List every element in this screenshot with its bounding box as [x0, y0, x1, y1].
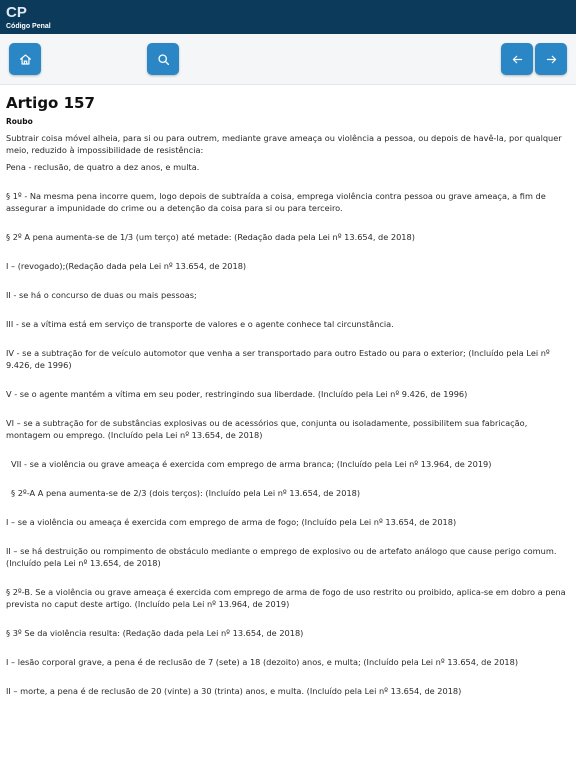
article-paragraph: VI – se a subtração for de substâncias explosivas ou de acessórios que, conjunta ou isoladamente, possibilitem sua fabricação, montagem ou emprego. (Incluído pela Lei nº 13.654, de 2018)	[6, 418, 528, 440]
previous-article-button[interactable]	[501, 43, 533, 75]
article-paragraph: § 1º - Na mesma pena incorre quem, logo depois de subtraída a coisa, emprega violência contra pessoa ou grave ameaça, a fim de assegurar a impunidade do crime ou a detenção da coisa para si ou para terceiro.	[6, 191, 546, 213]
article-paragraph: II - se há o concurso de duas ou mais pessoas;	[6, 290, 197, 300]
app-bar	[0, 0, 576, 34]
article-paragraph: IV - se a subtração for de veículo automotor que venha a ser transportado para outro Estado ou para o exterior; (Incluído pela Lei nº 9.426, de 1996)	[6, 348, 550, 370]
article-paragraph: Subtrair coisa móvel alheia, para si ou para outrem, mediante grave ameaça ou violência a pessoa, ou depois de havê-la, por qualquer meio, reduzido à impossibilidade de resistência:	[6, 133, 562, 155]
article-paragraph: V - se o agente mantém a vítima em seu poder, restringindo sua liberdade. (Incluído pela Lei nº 9.426, de 1996)	[6, 389, 468, 399]
next-article-button[interactable]	[535, 43, 567, 75]
article-title: Artigo 157	[6, 94, 95, 112]
article-paragraph: § 2º-B. Se a violência ou grave ameaça é exercida com emprego de arma de fogo de uso restrito ou proibido, aplica-se em dobro a pena prevista no caput deste artigo. (Incluído pela Lei nº 13.964, de 2019)	[6, 587, 566, 609]
search-icon	[157, 53, 170, 66]
article-paragraph: VII - se a violência ou grave ameaça é exercida com emprego de arma branca; (Incluído pela Lei nº 13.964, de 2019)	[11, 459, 492, 469]
article-subtitle: Roubo	[6, 117, 33, 126]
article-paragraph: II – morte, a pena é de reclusão de 20 (vinte) a 30 (trinta) anos, e multa. (Incluído pela Lei nº 13.654, de 2018)	[6, 686, 462, 696]
app-logo: CP	[6, 4, 27, 21]
article-paragraph: I – se a violência ou ameaça é exercida com emprego de arma de fogo; (Incluído pela Lei nº 13.654, de 2018)	[6, 517, 457, 527]
article-paragraph: I – (revogado);(Redação dada pela Lei nº 13.654, de 2018)	[6, 261, 247, 271]
article-paragraph: II – se há destruição ou rompimento de obstáculo mediante o emprego de explosivo ou de artefato análogo que cause perigo comum. (Incluído pela Lei nº 13.654, de 2018)	[6, 546, 557, 568]
article-paragraph: § 2º-A A pena aumenta-se de 2/3 (dois terços): (Incluído pela Lei nº 13.654, de 2018)	[11, 488, 361, 498]
home-icon	[19, 53, 32, 66]
article-paragraph: I – lesão corporal grave, a pena é de reclusão de 7 (sete) a 18 (dezoito) anos, e multa; (Incluído pela Lei nº 13.654, de 2018)	[6, 657, 519, 667]
article-paragraph: § 3º Se da violência resulta: (Redação dada pela Lei nº 13.654, de 2018)	[6, 628, 304, 638]
search-button[interactable]	[147, 43, 179, 75]
app-subtitle: Código Penal	[6, 23, 51, 30]
article-paragraph: Pena - reclusão, de quatro a dez anos, e multa.	[6, 162, 200, 172]
arrow-right-icon	[545, 53, 558, 66]
toolbar	[0, 34, 576, 85]
arrow-left-icon	[511, 53, 524, 66]
article-paragraph: III - se a vítima está em serviço de transporte de valores e o agente conhece tal circunstância.	[6, 319, 394, 329]
article-content	[0, 85, 576, 697]
home-button[interactable]	[9, 43, 41, 75]
article-paragraph: § 2º A pena aumenta-se de 1/3 (um terço) até metade: (Redação dada pela Lei nº 13.654, de 2018)	[6, 232, 415, 242]
